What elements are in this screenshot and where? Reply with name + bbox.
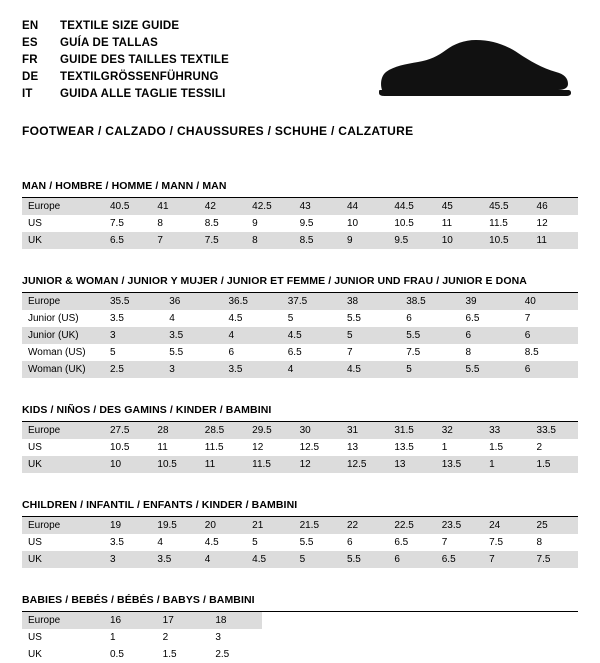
language-title: GUÍA DE TALLAS	[60, 37, 158, 49]
cell: 1	[104, 629, 157, 646]
cell: 25	[531, 517, 578, 534]
cell: 5.5	[341, 310, 400, 327]
cell: 17	[157, 612, 210, 629]
size-table-children	[22, 517, 578, 568]
table-row	[22, 629, 262, 646]
cell: 44.5	[388, 198, 435, 215]
cell: 8.5	[519, 344, 578, 361]
table-row	[22, 215, 578, 232]
section-title: CHILDREN / INFANTIL / ENFANTS / KINDER / BAMBINI	[22, 499, 578, 517]
cell: 12.5	[294, 439, 341, 456]
cell: 6	[400, 310, 459, 327]
cell: 12	[294, 456, 341, 473]
cell: 2.5	[209, 646, 262, 663]
cell: 16	[104, 612, 157, 629]
cell: 18	[209, 612, 262, 629]
language-title-list	[22, 18, 229, 103]
cell: 42	[199, 198, 246, 215]
cell: 9	[246, 215, 293, 232]
cell: 7	[341, 344, 400, 361]
cell: 10	[436, 232, 483, 249]
cell: 7	[483, 551, 530, 568]
language-code: IT	[22, 88, 33, 100]
cell: 5	[246, 534, 293, 551]
cell: 11.5	[246, 456, 293, 473]
table-row	[22, 293, 578, 310]
cell: 6.5	[460, 310, 519, 327]
section-title: JUNIOR & WOMAN / JUNIOR Y MUJER / JUNIOR ET FEMME / JUNIOR UND FRAU / JUNIOR E DONA	[22, 275, 578, 293]
cell: 5	[294, 551, 341, 568]
table-row	[22, 534, 578, 551]
cell: 4	[282, 361, 341, 378]
cell: 13	[388, 456, 435, 473]
row-label: Europe	[22, 422, 104, 439]
cell: 35.5	[104, 293, 163, 310]
cell: 4.5	[199, 534, 246, 551]
table-row	[22, 327, 578, 344]
cell: 6.5	[282, 344, 341, 361]
section-man	[22, 180, 578, 249]
section-title: MAN / HOMBRE / HOMME / MANN / MAN	[22, 180, 578, 198]
section-kids	[22, 404, 578, 473]
cell: 36	[163, 293, 222, 310]
cell: 44	[341, 198, 388, 215]
cell: 10.5	[388, 215, 435, 232]
row-label: Europe	[22, 293, 104, 310]
cell: 3.5	[163, 327, 222, 344]
cell: 5.5	[163, 344, 222, 361]
table-row	[22, 612, 262, 629]
cell: 1.5	[531, 456, 578, 473]
cell: 9	[341, 232, 388, 249]
cell: 3.5	[104, 534, 151, 551]
cell: 4	[199, 551, 246, 568]
cell: 36.5	[223, 293, 282, 310]
cell: 21	[246, 517, 293, 534]
cell: 7	[436, 534, 483, 551]
table-row	[22, 361, 578, 378]
cell: 31.5	[388, 422, 435, 439]
cell: 23.5	[436, 517, 483, 534]
table-row	[22, 439, 578, 456]
cell: 8	[246, 232, 293, 249]
row-label: Junior (US)	[22, 310, 104, 327]
size-table-man	[22, 198, 578, 249]
cell: 21.5	[294, 517, 341, 534]
cell: 11.5	[483, 215, 530, 232]
language-title: TEXTILGRÖSSENFÜHRUNG	[60, 71, 219, 83]
row-label: US	[22, 215, 104, 232]
language-code: DE	[22, 71, 39, 83]
cell: 45.5	[483, 198, 530, 215]
cell: 37.5	[282, 293, 341, 310]
table-row	[22, 422, 578, 439]
row-label: UK	[22, 232, 104, 249]
cell: 9.5	[388, 232, 435, 249]
cell: 41	[151, 198, 198, 215]
cell: 5.5	[460, 361, 519, 378]
cell: 27.5	[104, 422, 151, 439]
cell: 6	[519, 327, 578, 344]
cell: 1	[483, 456, 530, 473]
cell: 7.5	[531, 551, 578, 568]
table-row	[22, 456, 578, 473]
cell: 4.5	[282, 327, 341, 344]
cell: 33	[483, 422, 530, 439]
section-title: BABIES / BEBÉS / BÉBÉS / BABYS / BAMBINI	[22, 594, 578, 612]
cell: 3	[209, 629, 262, 646]
cell: 19	[104, 517, 151, 534]
row-label: UK	[22, 551, 104, 568]
cell: 5.5	[400, 327, 459, 344]
cell: 1.5	[157, 646, 210, 663]
cell: 43	[294, 198, 341, 215]
cell: 3	[104, 551, 151, 568]
cell: 2	[531, 439, 578, 456]
language-row	[22, 18, 229, 35]
cell: 13.5	[436, 456, 483, 473]
language-title: TEXTILE SIZE GUIDE	[60, 20, 180, 32]
cell: 13	[341, 439, 388, 456]
row-label: Woman (US)	[22, 344, 104, 361]
cell: 7.5	[104, 215, 151, 232]
row-label: Europe	[22, 198, 104, 215]
table-row	[22, 198, 578, 215]
table-row	[22, 232, 578, 249]
cell: 5	[400, 361, 459, 378]
cell: 22	[341, 517, 388, 534]
cell: 40	[519, 293, 578, 310]
cell: 11	[531, 232, 578, 249]
cell: 38	[341, 293, 400, 310]
cell: 5.5	[341, 551, 388, 568]
cell: 6.5	[436, 551, 483, 568]
cell: 28.5	[199, 422, 246, 439]
cell: 10	[104, 456, 151, 473]
cell: 39	[460, 293, 519, 310]
cell: 12.5	[341, 456, 388, 473]
cell: 4	[151, 534, 198, 551]
row-label: Junior (UK)	[22, 327, 104, 344]
cell: 6	[460, 327, 519, 344]
cell: 0.5	[104, 646, 157, 663]
cell: 30	[294, 422, 341, 439]
size-table-babies	[22, 612, 262, 663]
cell: 1	[436, 439, 483, 456]
dress-shoe-silhouette-icon	[374, 32, 574, 104]
language-title: GUIDE DES TAILLES TEXTILE	[60, 54, 229, 66]
cell: 1.5	[483, 439, 530, 456]
cell: 8	[151, 215, 198, 232]
table-row	[22, 310, 578, 327]
cell: 4.5	[223, 310, 282, 327]
cell: 28	[151, 422, 198, 439]
cell: 10.5	[151, 456, 198, 473]
section-title: KIDS / NIÑOS / DES GAMINS / KINDER / BAMBINI	[22, 404, 578, 422]
language-code: EN	[22, 20, 39, 32]
cell: 4	[163, 310, 222, 327]
language-row	[22, 86, 229, 103]
cell: 11	[436, 215, 483, 232]
language-row	[22, 69, 229, 86]
language-title: GUIDA ALLE TAGLIE TESSILI	[60, 88, 226, 100]
cell: 7	[519, 310, 578, 327]
cell: 2.5	[104, 361, 163, 378]
cell: 6	[341, 534, 388, 551]
cell: 10.5	[104, 439, 151, 456]
page-header	[22, 18, 578, 110]
cell: 7	[151, 232, 198, 249]
cell: 2	[157, 629, 210, 646]
cell: 4	[223, 327, 282, 344]
cell: 6.5	[388, 534, 435, 551]
cell: 32	[436, 422, 483, 439]
cell: 5	[282, 310, 341, 327]
cell: 29.5	[246, 422, 293, 439]
cell: 31	[341, 422, 388, 439]
table-row	[22, 646, 262, 663]
cell: 5	[341, 327, 400, 344]
cell: 22.5	[388, 517, 435, 534]
size-table-kids	[22, 422, 578, 473]
cell: 6	[223, 344, 282, 361]
cell: 4.5	[341, 361, 400, 378]
cell: 3.5	[104, 310, 163, 327]
row-label: US	[22, 629, 104, 646]
cell: 9.5	[294, 215, 341, 232]
cell: 20	[199, 517, 246, 534]
cell: 6	[388, 551, 435, 568]
cell: 10	[341, 215, 388, 232]
cell: 7.5	[483, 534, 530, 551]
cell: 6.5	[104, 232, 151, 249]
row-label: Europe	[22, 612, 104, 629]
cell: 5	[104, 344, 163, 361]
cell: 7.5	[400, 344, 459, 361]
language-code: ES	[22, 37, 38, 49]
cell: 24	[483, 517, 530, 534]
cell: 8.5	[294, 232, 341, 249]
cell: 12	[531, 215, 578, 232]
cell: 33.5	[531, 422, 578, 439]
language-code: FR	[22, 54, 38, 66]
table-row	[22, 551, 578, 568]
section-junior-woman	[22, 275, 578, 378]
cell: 46	[531, 198, 578, 215]
row-label: UK	[22, 456, 104, 473]
cell: 8	[460, 344, 519, 361]
cell: 3	[163, 361, 222, 378]
cell: 45	[436, 198, 483, 215]
cell: 11	[151, 439, 198, 456]
table-row	[22, 344, 578, 361]
cell: 12	[246, 439, 293, 456]
cell: 42.5	[246, 198, 293, 215]
cell: 38.5	[400, 293, 459, 310]
section-babies	[22, 594, 578, 663]
size-table-junior-woman	[22, 293, 578, 378]
cell: 40.5	[104, 198, 151, 215]
table-row	[22, 517, 578, 534]
cell: 11.5	[199, 439, 246, 456]
row-label: US	[22, 534, 104, 551]
cell: 4.5	[246, 551, 293, 568]
cell: 7.5	[199, 232, 246, 249]
cell: 19.5	[151, 517, 198, 534]
row-label: Woman (UK)	[22, 361, 104, 378]
cell: 11	[199, 456, 246, 473]
cell: 3.5	[151, 551, 198, 568]
language-row	[22, 52, 229, 69]
cell: 5.5	[294, 534, 341, 551]
row-label: UK	[22, 646, 104, 663]
language-row	[22, 35, 229, 52]
cell: 3	[104, 327, 163, 344]
cell: 3.5	[223, 361, 282, 378]
cell: 8	[531, 534, 578, 551]
cell: 6	[519, 361, 578, 378]
section-children	[22, 499, 578, 568]
cell: 10.5	[483, 232, 530, 249]
footwear-category-title: FOOTWEAR / CALZADO / CHAUSSURES / SCHUHE / CALZATURE	[22, 124, 414, 138]
cell: 13.5	[388, 439, 435, 456]
cell: 8.5	[199, 215, 246, 232]
row-label: Europe	[22, 517, 104, 534]
row-label: US	[22, 439, 104, 456]
